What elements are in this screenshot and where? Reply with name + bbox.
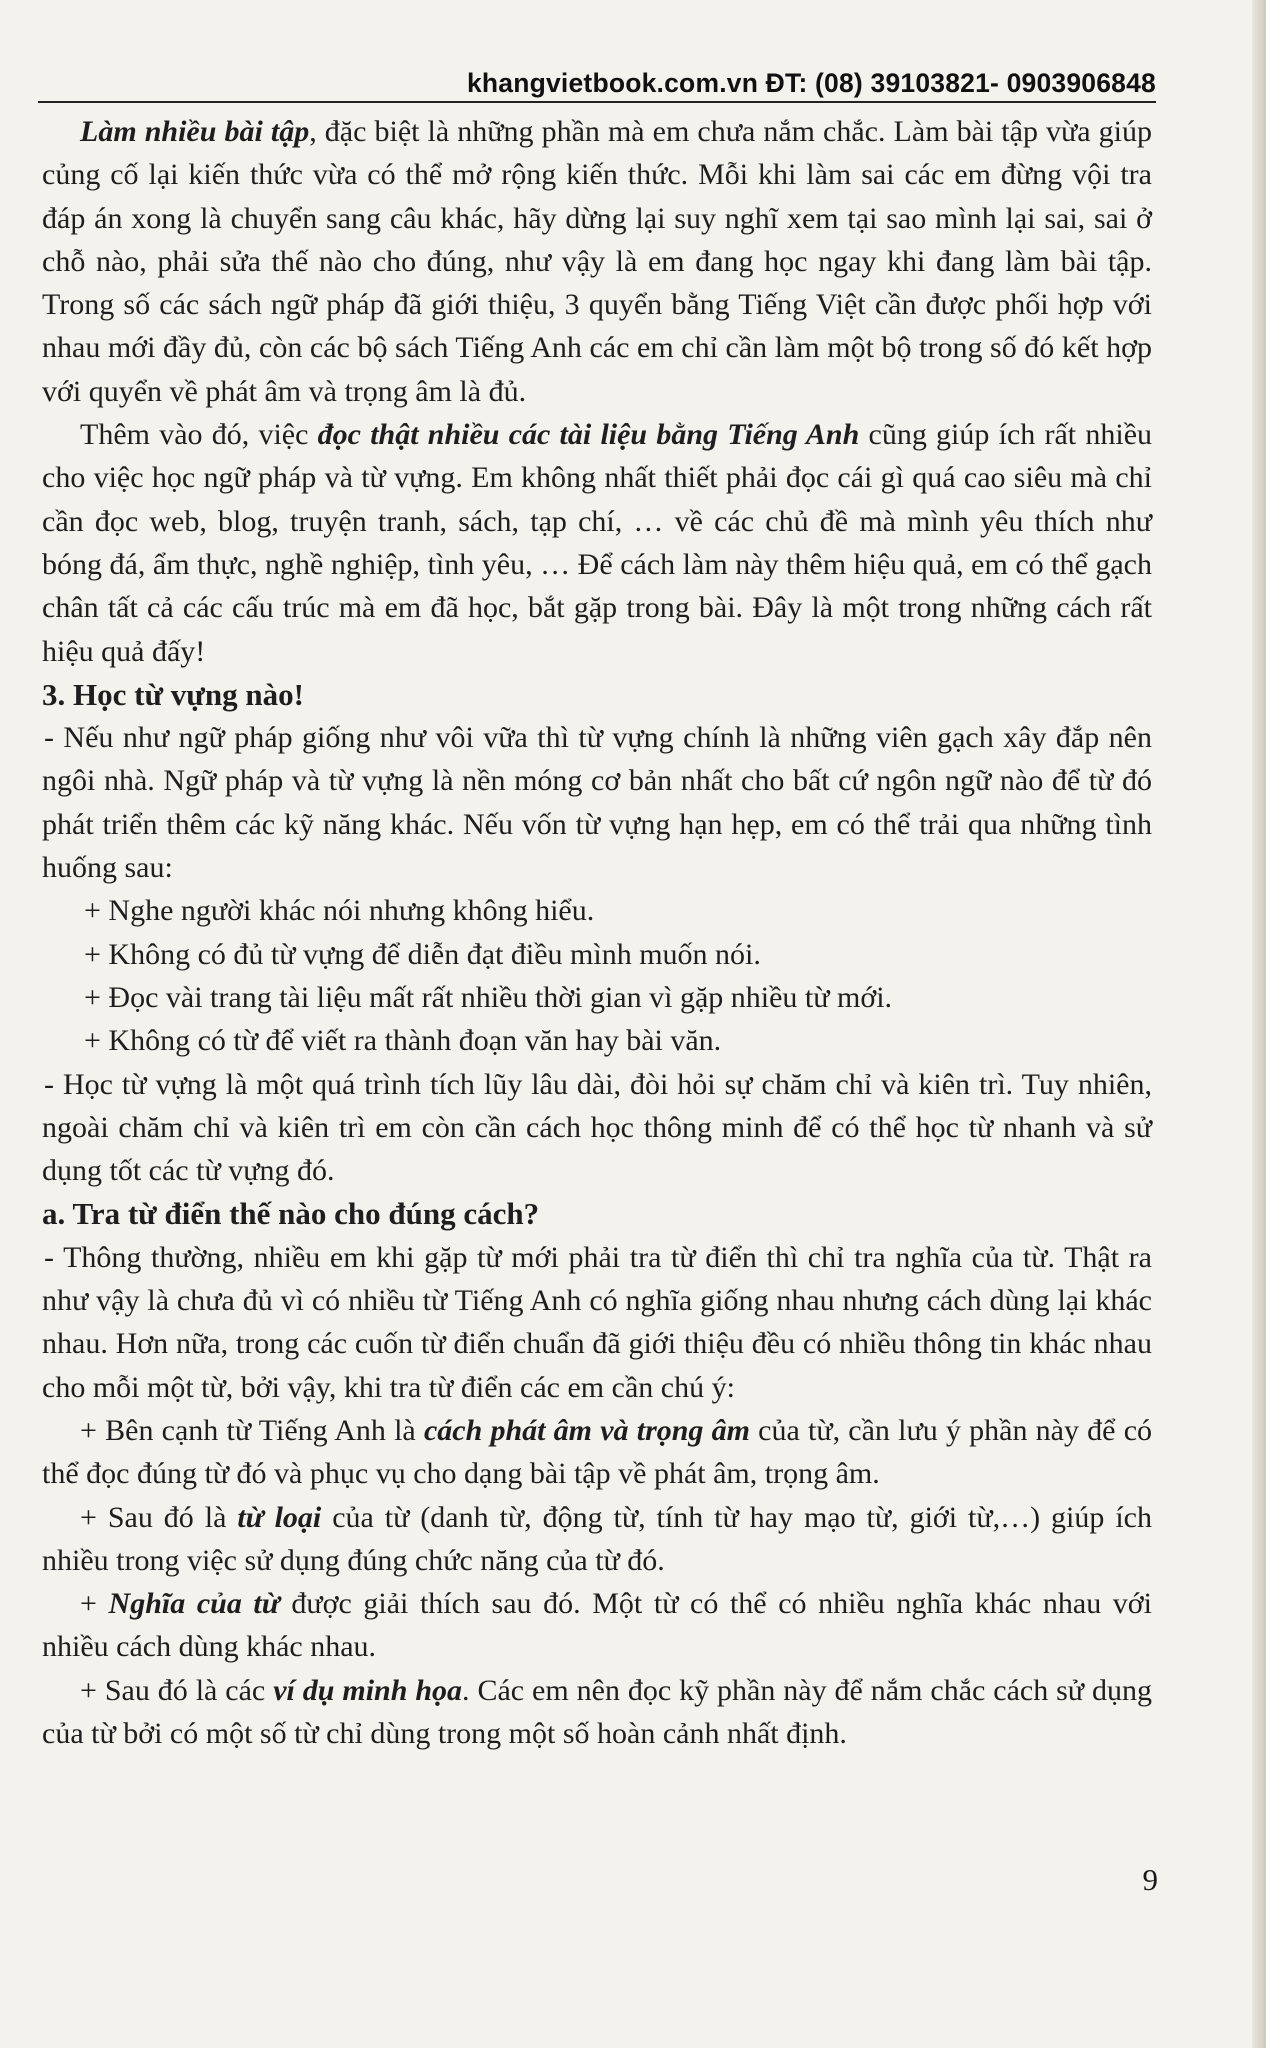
paragraph-vocabulary-process: - Học từ vựng là một quá trình tích lũy lâu dài, đòi hỏi sự chăm chỉ và kiên trì. Tuy nhiên, ngoài chăm chỉ và kiên trì em còn cần cách học thông minh để có thể học từ nhanh và sử dụng tốt các từ vựng đó.	[42, 1067, 1152, 1188]
page-content	[42, 110, 1152, 1755]
page-edge	[1252, 0, 1266, 2048]
emphasis: từ loại	[237, 1500, 322, 1534]
emphasis: đọc thật nhiều các tài liệu bằng Tiếng Anh	[317, 418, 860, 452]
section-heading-3: 3. Học từ vựng nào!	[42, 676, 304, 712]
list-item: + Đọc vài trang tài liệu mất rất nhiều thời gian vì gặp nhiều từ mới.	[84, 980, 893, 1014]
header-rule	[38, 101, 1156, 103]
paragraph-reading: Thêm vào đó, việc đọc thật nhiều các tài liệu bằng Tiếng Anh cũng giúp ích rất nhiều cho việc học ngữ pháp và từ vựng. Em không nhất thiết phải đọc cái gì quá cao siêu mà chỉ cần đọc web, blog, truyện tranh, sách, tạp chí, … về các chủ đề mà mình yêu thích như bóng đá, ẩm thực, nghề nghiệp, tình yêu, … Để cách làm này thêm hiệu quả, em có thể gạch chân tất cả các cấu trúc mà em đã học, bắt gặp trong bài. Đây là một trong những cách rất hiệu quả đấy!	[42, 418, 1153, 668]
paragraph-vocabulary-intro: - Nếu như ngữ pháp giống như vôi vữa thì từ vựng chính là những viên gạch xây đắp nên ngôi nhà. Ngữ pháp và từ vựng là nền móng cơ bản nhất cho bất cứ ngôn ngữ nào để từ đó phát triển thêm các kỹ năng khác. Nếu vốn từ vựng hạn hẹp, em có thể trải qua những tình huống sau:	[42, 721, 1152, 885]
list-item: + Nghe người khác nói nhưng không hiểu.	[84, 894, 595, 928]
list-item: + Không có từ để viết ra thành đoạn văn hay bài văn.	[84, 1024, 722, 1058]
paragraph-practice: Làm nhiều bài tập, đặc biệt là những phần mà em chưa nắm chắc. Làm bài tập vừa giúp củng cố lại kiến thức vừa có thể mở rộng kiến thức. Mỗi khi làm sai các em đừng vội tra đáp án xong là chuyển sang câu khác, hãy dừng lại suy nghĩ xem tại sao mình lại sai, sai ở chỗ nào, phải sửa thế nào cho đúng, như vậy là em đang học ngay khi đang làm bài tập. Trong số các sách ngữ pháp đã giới thiệu, 3 quyển bằng Tiếng Việt cần được phối hợp với nhau mới đầy đủ, còn các bộ sách Tiếng Anh các em chỉ cần làm một bộ trong số đó kết hợp với quyển về phát âm và trọng âm là đủ.	[42, 115, 1152, 408]
emphasis: Nghĩa của từ	[108, 1587, 280, 1621]
list-item: + Sau đó là từ loại của từ (danh từ, động từ, tính từ hay mạo từ, giới từ,…) giúp ích nhiều trong việc sử dụng đúng chức năng của từ đó.	[42, 1500, 1152, 1577]
emphasis: ví dụ minh họa	[273, 1673, 463, 1707]
page-number: 9	[1142, 1862, 1158, 1897]
list-item: + Sau đó là các ví dụ minh họa. Các em nên đọc kỹ phần này để nắm chắc cách sử dụng của từ bởi có một số từ chỉ dùng trong một số hoàn cảnh nhất định.	[42, 1673, 1153, 1750]
page-header: khangvietbook.com.vn ĐT: (08) 39103821- 0903906848	[466, 68, 1156, 98]
paragraph-dictionary: - Thông thường, nhiều em khi gặp từ mới phải tra từ điển thì chỉ tra nghĩa của từ. Thật ra như vậy là chưa đủ vì có nhiều từ Tiếng Anh có nghĩa giống nhau nhưng cách dùng lại khác nhau. Hơn nữa, trong các cuốn từ điển chuẩn đã giới thiệu đều có nhiều thông tin khác nhau cho mỗi một từ, bởi vậy, khi tra từ điển các em cần chú ý:	[42, 1240, 1152, 1404]
emphasis: cách phát âm và trọng âm	[423, 1413, 750, 1447]
emphasis: Làm nhiều bài tập	[80, 115, 310, 148]
list-item: + Bên cạnh từ Tiếng Anh là cách phát âm và trọng âm của từ, cần lưu ý phần này để có thể đọc đúng từ đó và phục vụ cho dạng bài tập về phát âm, trọng âm.	[42, 1413, 1153, 1491]
list-item: + Nghĩa của từ được giải thích sau đó. Một từ có thể có nhiều nghĩa khác nhau với nhiều cách dùng khác nhau.	[42, 1587, 1153, 1664]
subsection-heading-a: a. Tra từ điển thế nào cho đúng cách?	[42, 1196, 540, 1232]
list-item: + Không có đủ từ vựng để diễn đạt điều mình muốn nói.	[84, 937, 761, 971]
